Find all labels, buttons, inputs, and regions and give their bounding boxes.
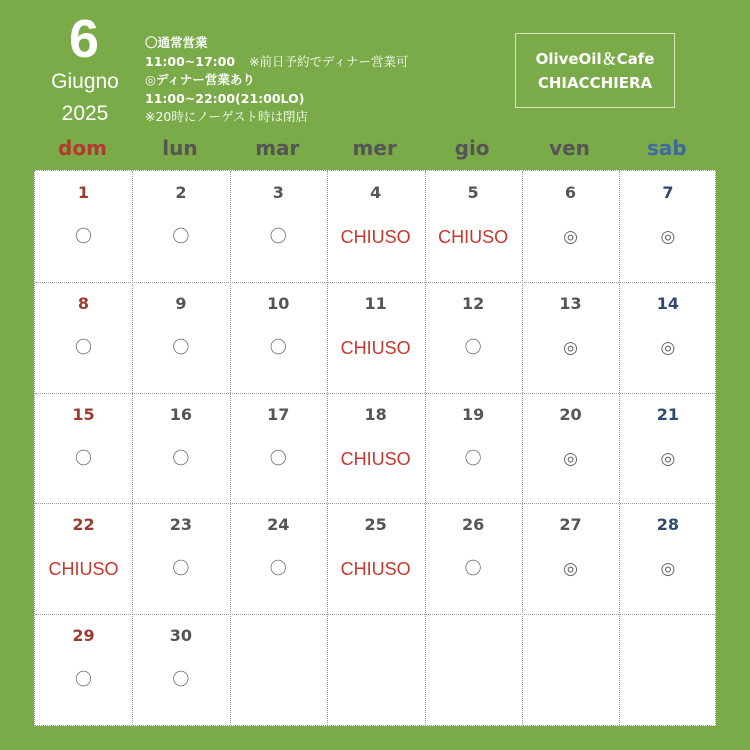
dinner-open-mark: ◎ [660,227,676,247]
day-cell [619,171,716,282]
month-number: 6 [68,9,100,69]
day-cell [35,614,132,725]
shop-name-line1: OliveOil＆Cafe [535,49,655,68]
day-cell [35,282,132,393]
shop-name-box [515,33,675,108]
day-number: 12 [461,293,485,313]
day-cell [425,503,522,614]
day-number: 24 [267,515,290,535]
dinner-open-mark: ◎ [660,448,676,469]
regular-open-mark: 〇 [464,337,482,358]
day-cell [522,393,619,504]
day-number: 17 [267,404,290,424]
day-number: 2 [175,183,187,202]
regular-hours-time: 11:00~17:00 [145,53,236,69]
weekday-label-sab: sab [647,136,687,160]
day-cell [619,282,716,393]
day-cell [619,503,716,614]
regular-hours-line [145,53,409,72]
day-number: 11 [364,293,387,313]
year: 2025 [61,102,109,125]
regular-open-mark: 〇 [172,227,190,247]
day-cell [35,171,132,282]
day-number: 28 [656,515,680,535]
weekday-label-ven: ven [549,136,590,160]
day-cell [230,171,327,282]
day-cell [35,393,132,504]
day-cell [132,282,229,393]
day-cell [230,393,327,504]
day-number: 7 [662,183,674,202]
regular-open-mark: 〇 [269,227,287,247]
day-number: 22 [72,515,95,535]
regular-open-mark: 〇 [269,559,287,580]
day-number: 10 [267,293,290,313]
shop-name-line2: CHIACCHIERA [537,73,653,92]
day-number: 6 [564,183,577,202]
regular-open-mark: 〇 [75,670,92,691]
day-cell [327,171,424,282]
weekday-label-mer: mer [352,136,397,160]
closed-label: CHIUSO [438,227,509,247]
day-number: 26 [461,515,485,535]
day-cell [35,503,132,614]
regular-open-mark: 〇 [464,559,482,580]
calendar-grid [34,170,716,726]
regular-open-mark: 〇 [75,448,92,469]
day-cell [327,282,424,393]
day-number: 29 [72,626,95,646]
day-cell [230,503,327,614]
regular-open-mark: 〇 [269,337,287,358]
weekday-label-dom: dom [58,136,107,160]
day-number: 4 [370,183,382,202]
day-cell [425,171,522,282]
business-hours-info [145,34,409,127]
day-cell [132,393,229,504]
day-cell [522,171,619,282]
day-cell [327,503,424,614]
dinner-open-mark: ◎ [563,337,578,358]
day-number: 9 [175,293,187,313]
day-number: 18 [364,404,387,424]
day-number: 3 [272,183,284,202]
dinner-open-mark: ◎ [563,448,578,469]
closed-label: CHIUSO [340,559,411,580]
closed-label: CHIUSO [340,337,411,358]
dinner-open-mark: ◎ [563,227,578,247]
day-cell [619,393,716,504]
closed-label: CHIUSO [48,559,119,580]
day-number: 25 [364,515,387,535]
closing-note: ※20時にノーゲスト時は閉店 [145,109,309,124]
day-number: 13 [559,293,582,313]
dinner-open-mark: ◎ [660,337,676,358]
day-number: 21 [656,404,680,424]
regular-open-mark: 〇 [269,448,287,469]
regular-open-mark: 〇 [172,559,190,580]
day-number: 1 [77,183,90,202]
day-number: 27 [559,515,582,535]
day-cell [425,282,522,393]
closed-label: CHIUSO [340,227,411,247]
dinner-open-mark: ◎ [563,559,578,580]
day-cell [132,503,229,614]
regular-open-mark: 〇 [75,337,92,358]
day-number: 20 [559,404,582,424]
day-number: 8 [77,293,90,313]
day-number: 5 [467,183,479,202]
dinner-hours-time: 11:00~22:00(21:00LO) [145,90,305,106]
day-cell [132,171,229,282]
dinner-hours-label: ◎ディナー営業あり [145,72,255,87]
day-cell [522,503,619,614]
day-cell [425,393,522,504]
day-number: 19 [461,404,485,424]
day-number: 30 [169,626,193,646]
closed-label: CHIUSO [340,448,411,469]
weekday-label-gio: gio [454,136,490,160]
day-number: 23 [169,515,193,535]
regular-open-mark: 〇 [75,227,92,247]
day-number: 16 [169,404,193,424]
weekday-label-mar: mar [255,136,300,160]
weekday-header [34,134,716,164]
day-cell [230,282,327,393]
regular-open-mark: 〇 [464,448,482,469]
regular-hours-label: 〇通常営業 [145,35,208,50]
reservation-note: ※前日予約でディナー営業可 [249,53,409,69]
regular-open-mark: 〇 [172,448,190,469]
day-cell [132,614,229,725]
month-name: Giugno [51,70,119,93]
regular-open-mark: 〇 [172,337,190,358]
dinner-open-mark: ◎ [660,559,676,580]
day-number: 15 [72,404,95,424]
day-cell [522,282,619,393]
day-number: 14 [656,293,680,313]
weekday-label-lun: lun [162,136,198,160]
regular-open-mark: 〇 [172,670,190,691]
day-cell [327,393,424,504]
